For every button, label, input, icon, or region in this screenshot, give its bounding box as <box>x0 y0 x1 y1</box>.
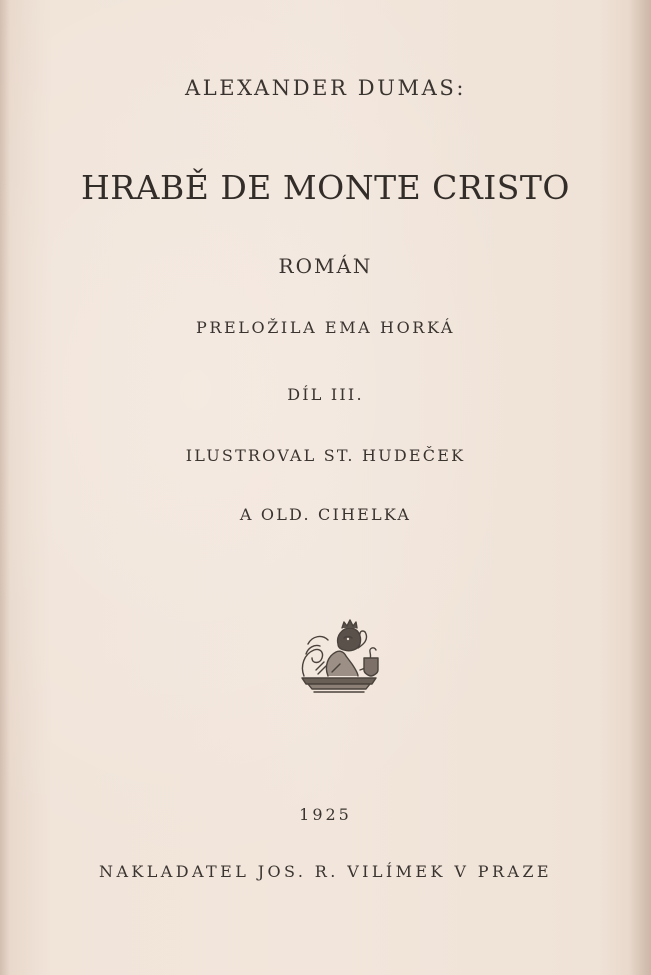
illustrator-credit-line2: A OLD. CIHELKA <box>239 505 412 524</box>
publisher-lion-emblem-icon <box>294 614 384 696</box>
author-name: ALEXANDER DUMAS: <box>184 76 467 100</box>
translator-credit: PRELOŽILA EMA HORKÁ <box>195 318 456 337</box>
publication-year: 1925 <box>299 805 352 824</box>
publisher-line: NAKLADATEL JOS. R. VILÍMEK V PRAZE <box>99 862 552 881</box>
page-edge-shadow-left <box>0 0 10 975</box>
book-title: HRABĚ DE MONTE CRISTO <box>81 168 570 207</box>
page-edge-shadow-right <box>629 0 651 975</box>
illustrator-credit-line1: ILUSTROVAL ST. HUDEČEK <box>185 446 466 465</box>
genre-label: ROMÁN <box>278 254 373 278</box>
volume-label: DÍL III. <box>287 385 364 404</box>
